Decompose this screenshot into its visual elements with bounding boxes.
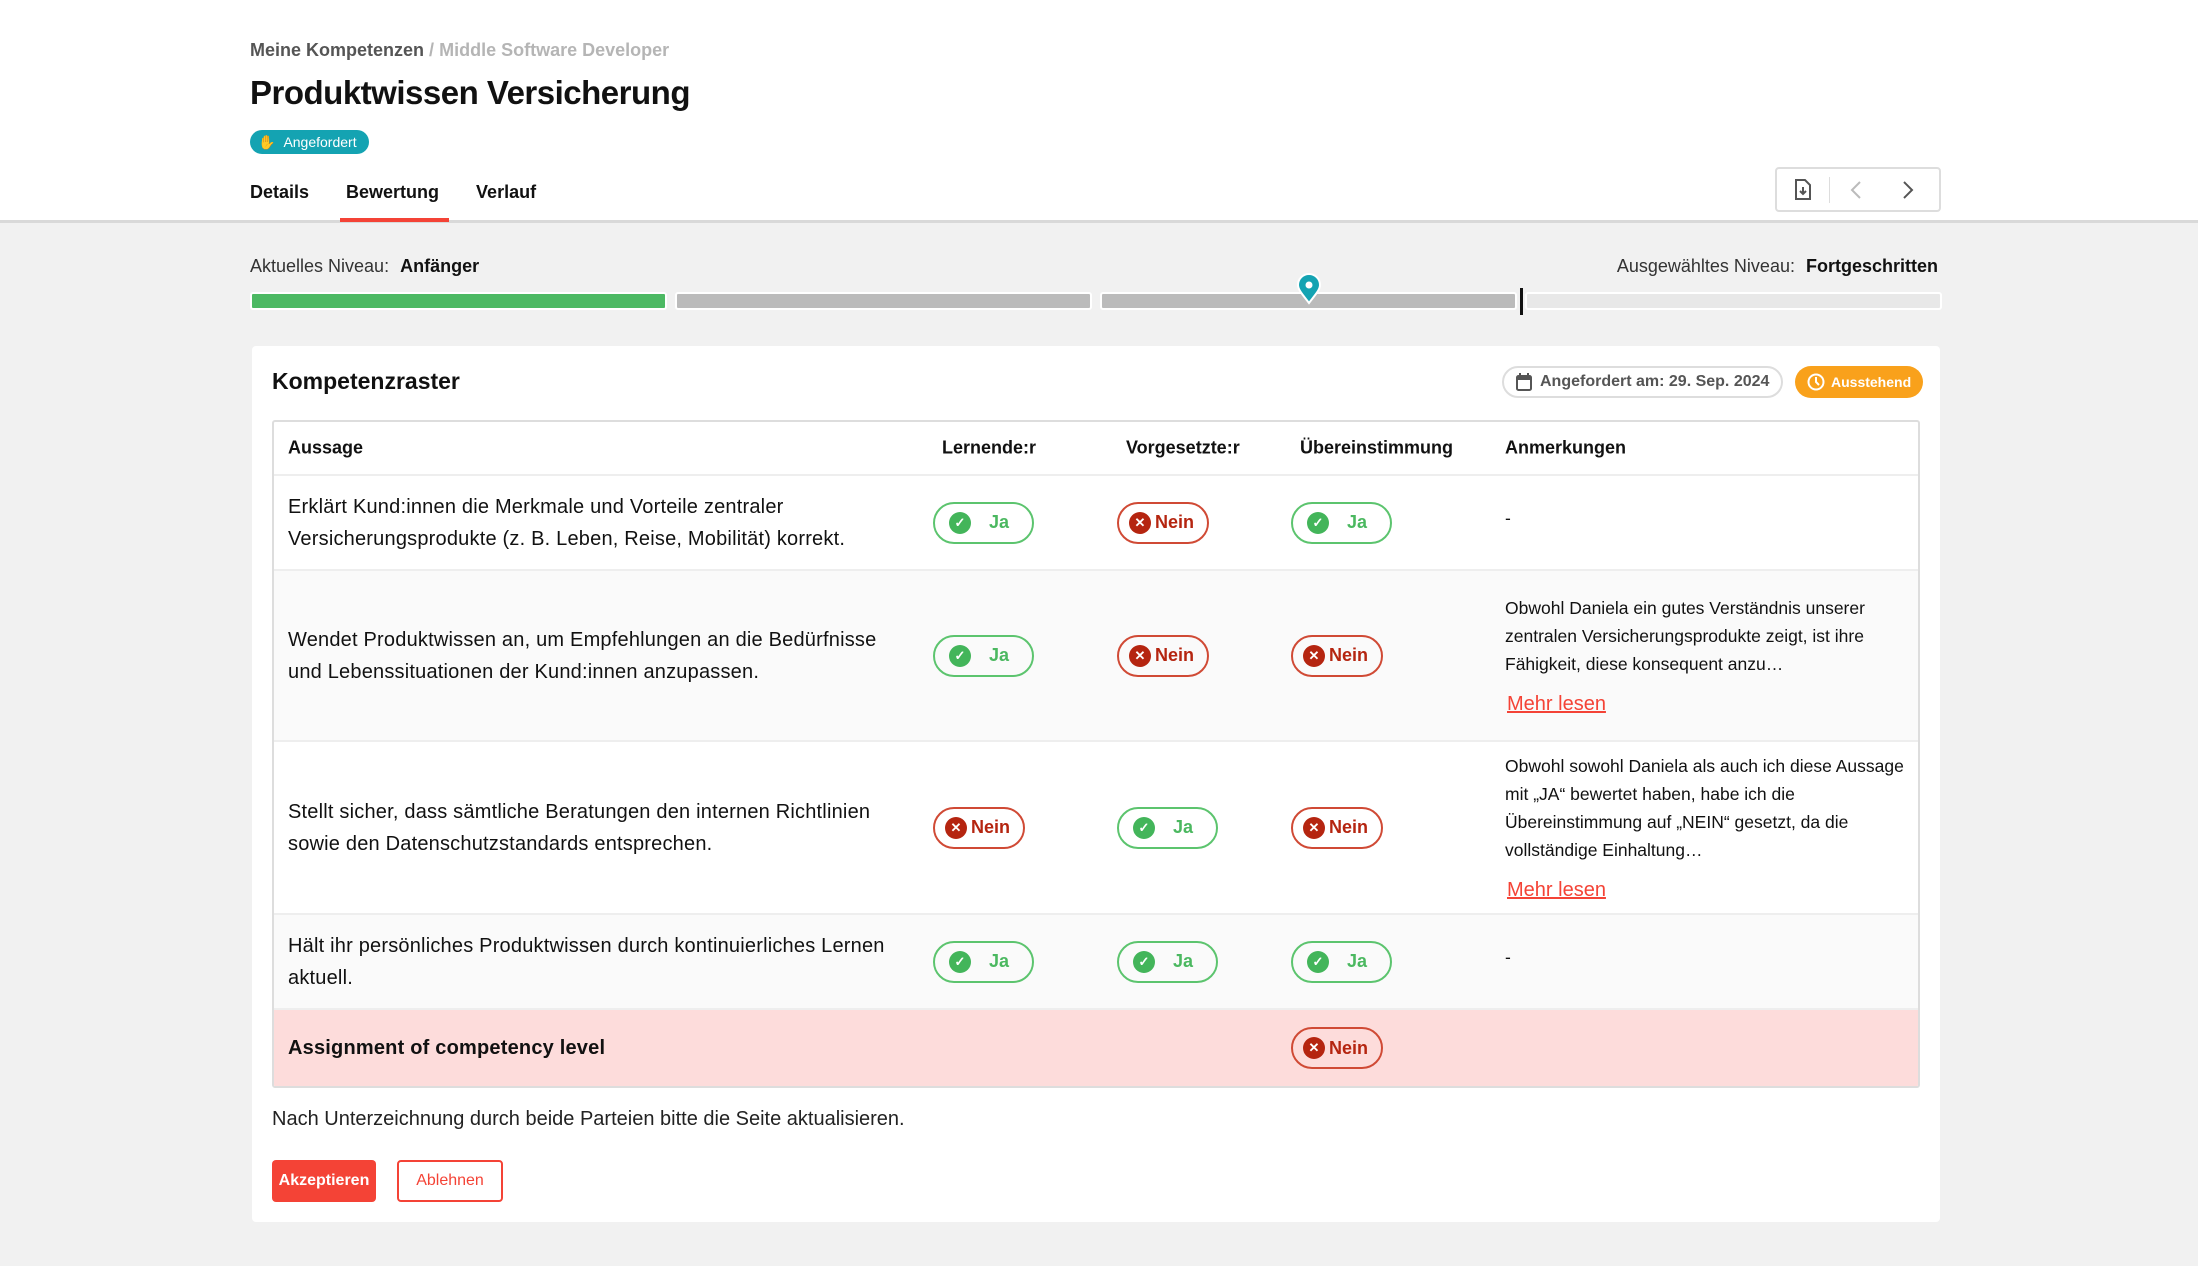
chevron-left-icon[interactable] xyxy=(1830,169,1882,210)
table-row xyxy=(274,742,1918,915)
supervisor-cell xyxy=(1117,502,1209,544)
reject-button[interactable]: Ablehnen xyxy=(397,1160,503,1202)
check-circle-icon: ✓ xyxy=(1133,817,1155,839)
requested-date: Angefordert am: 29. Sep. 2024 xyxy=(1540,373,1770,390)
table-header xyxy=(274,422,1918,476)
header-agreement: Übereinstimmung xyxy=(1300,437,1454,458)
agreement-cell xyxy=(1291,941,1392,983)
breadcrumb-current: Middle Software Developer xyxy=(439,40,670,60)
competency-table xyxy=(272,420,1920,1088)
header-learner: Lernende:r xyxy=(942,437,1037,458)
current-level-label: Aktuelles Niveau: xyxy=(250,256,390,276)
supervisor-pill[interactable] xyxy=(1117,635,1209,677)
remark-text: - xyxy=(1505,508,1511,528)
pill-label: Ja xyxy=(1347,951,1368,971)
pill-label: Ja xyxy=(1347,512,1368,532)
learner-pill[interactable] xyxy=(933,502,1034,544)
header-statement: Aussage xyxy=(288,437,364,458)
download-file-icon[interactable] xyxy=(1777,169,1829,210)
agreement-cell xyxy=(1291,807,1383,849)
breadcrumb xyxy=(250,40,669,61)
refresh-note: Nach Unterzeichnung durch beide Parteien bitte die Seite aktualisieren. xyxy=(272,1108,905,1130)
remark-cell xyxy=(1505,504,1905,532)
supervisor-cell xyxy=(1117,941,1218,983)
accept-button[interactable]: Akzeptieren xyxy=(272,1160,376,1202)
clock-icon xyxy=(1807,373,1825,391)
level-segment xyxy=(675,292,1092,310)
current-level-value: Anfänger xyxy=(400,256,480,276)
selected-level-value: Fortgeschritten xyxy=(1805,256,1938,276)
level-segment xyxy=(250,292,667,310)
final-row xyxy=(274,1010,1918,1086)
pill-label: Ja xyxy=(989,512,1010,532)
location-pin-icon[interactable] xyxy=(1296,273,1322,310)
level-segment xyxy=(1525,292,1942,310)
table-row xyxy=(274,476,1918,571)
remark-cell xyxy=(1505,943,1905,971)
supervisor-cell xyxy=(1117,635,1209,677)
x-circle-icon: ✕ xyxy=(1303,1037,1325,1059)
learner-pill[interactable] xyxy=(933,635,1034,677)
learner-cell xyxy=(933,635,1034,677)
statement: Hält ihr persönliches Produktwissen durch kontinuierliches Lernen aktuell. xyxy=(288,934,885,989)
statement: Wendet Produktwissen an, um Empfehlungen an die Bedürfnisse und Lebenssituationen der Kund:innen anzupassen. xyxy=(288,628,877,683)
supervisor-pill[interactable] xyxy=(1117,941,1218,983)
read-more-link[interactable]: Mehr lesen xyxy=(1507,692,1606,715)
x-circle-icon: ✕ xyxy=(1303,645,1325,667)
toolbar xyxy=(1775,167,1941,212)
learner-cell xyxy=(933,941,1034,983)
pill-label: Ja xyxy=(1173,817,1194,837)
table-row xyxy=(274,571,1918,742)
remark-cell xyxy=(1505,594,1905,718)
pill-label: Nein xyxy=(1155,645,1195,665)
final-agreement-cell xyxy=(1291,1027,1383,1069)
statement: Stellt sicher, dass sämtliche Beratungen den internen Richtlinien sowie den Datenschutzstandards entsprechen. xyxy=(288,800,871,855)
pending-status-badge xyxy=(1795,366,1923,398)
remark-cell xyxy=(1505,752,1905,904)
pill-label: Nein xyxy=(1155,512,1195,532)
agreement-pill[interactable] xyxy=(1291,635,1383,677)
tab-bewertung[interactable]: Bewertung xyxy=(346,182,439,221)
pill-label: Ja xyxy=(1173,951,1194,971)
learner-cell xyxy=(933,502,1034,544)
x-circle-icon: ✕ xyxy=(1303,817,1325,839)
learner-pill[interactable] xyxy=(933,941,1034,983)
x-circle-icon: ✕ xyxy=(945,817,967,839)
header-supervisor: Vorgesetzte:r xyxy=(1126,437,1240,458)
breadcrumb-separator: / xyxy=(429,40,435,60)
breadcrumb-parent[interactable]: Meine Kompetenzen xyxy=(250,40,425,60)
status-badge xyxy=(250,130,369,154)
learner-cell xyxy=(933,807,1025,849)
chevron-right-icon[interactable] xyxy=(1882,169,1934,210)
read-more-link[interactable]: Mehr lesen xyxy=(1507,878,1606,901)
check-circle-icon: ✓ xyxy=(949,951,971,973)
tab-verlauf[interactable]: Verlauf xyxy=(476,182,537,202)
page-header xyxy=(0,0,2198,223)
x-circle-icon: ✕ xyxy=(1129,512,1151,534)
requested-date-chip xyxy=(1502,366,1783,398)
x-circle-icon: ✕ xyxy=(1129,645,1151,667)
agreement-pill[interactable] xyxy=(1291,941,1392,983)
agreement-cell xyxy=(1291,502,1392,544)
pill-label: Nein xyxy=(1329,817,1369,837)
competency-grid-card xyxy=(252,346,1940,1222)
pill-label: Nein xyxy=(1329,645,1369,665)
pill-label: Nein xyxy=(971,817,1011,837)
check-circle-icon: ✓ xyxy=(949,645,971,667)
status-badge-label: Angefordert xyxy=(283,134,357,150)
check-circle-icon: ✓ xyxy=(1307,512,1329,534)
pill-label: Ja xyxy=(989,951,1010,971)
pending-status-label: Ausstehend xyxy=(1831,374,1912,390)
statement: Erklärt Kund:innen die Merkmale und Vorteile zentraler Versicherungsprodukte (z. B. Leben, Reise, Mobilität) korrekt. xyxy=(288,495,846,550)
supervisor-pill[interactable] xyxy=(1117,502,1209,544)
pill-label: Nein xyxy=(1329,1037,1369,1058)
page-title: Produktwissen Versicherung xyxy=(250,74,690,111)
table-row xyxy=(274,915,1918,1010)
check-circle-icon: ✓ xyxy=(949,512,971,534)
card-title: Kompetenzraster xyxy=(272,368,460,394)
remark-text: Obwohl sowohl Daniela als auch ich diese Aussage mit „JA“ bewertet haben, habe ich die Übereinstimmung auf „NEIN“ gesetzt, da die vollständige Einhaltung… xyxy=(1505,755,1904,860)
header-remarks: Anmerkungen xyxy=(1505,437,1627,458)
tabs xyxy=(250,182,573,221)
remark-text: Obwohl Daniela ein gutes Verständnis unserer zentralen Versicherungsprodukte zeigt, ist ihre Fähigkeit, diese konsequent anzu… xyxy=(1505,597,1865,674)
calendar-icon xyxy=(1516,373,1532,391)
current-level xyxy=(250,256,479,277)
selected-level-label: Ausgewähltes Niveau: xyxy=(1616,256,1795,276)
hand-icon: ✋ xyxy=(258,133,276,150)
supervisor-pill[interactable] xyxy=(1117,807,1218,849)
agreement-pill[interactable] xyxy=(1291,502,1392,544)
tab-details[interactable]: Details xyxy=(250,182,310,202)
supervisor-cell xyxy=(1117,807,1218,849)
learner-pill[interactable] xyxy=(933,807,1025,849)
remark-text: - xyxy=(1505,947,1511,967)
agreement-pill[interactable] xyxy=(1291,807,1383,849)
pill-label: Ja xyxy=(989,645,1010,665)
check-circle-icon: ✓ xyxy=(1133,951,1155,973)
agreement-cell xyxy=(1291,635,1383,677)
check-circle-icon: ✓ xyxy=(1307,951,1329,973)
selected-level-marker xyxy=(1520,288,1523,315)
agreement-pill[interactable] xyxy=(1291,1027,1383,1069)
selected-level xyxy=(1617,256,1938,277)
final-row-label: Assignment of competency level xyxy=(288,1037,606,1059)
